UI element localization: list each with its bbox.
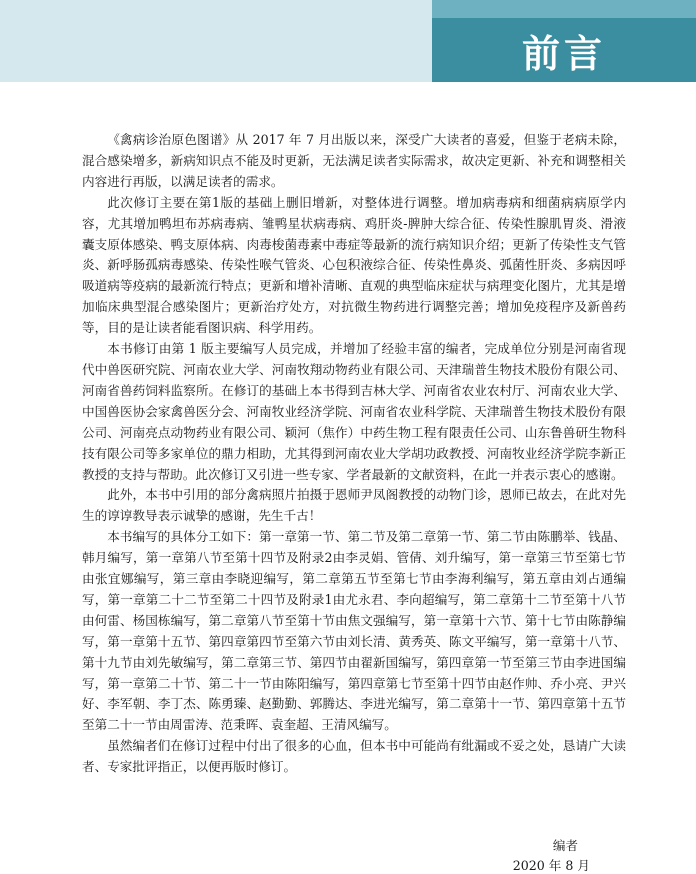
paragraph: 此次修订主要在第1版的基础上删旧增新，对整体进行调整。增加病毒病和细菌病病原学内容，尤其增加鸭坦布苏病毒病、雏鸭星状病毒病、鸡肝炎-脾肿大综合征、传染性腺肌胃炎、滑液囊支原体感染、鸭支原体病、肉毒梭菌毒素中毒症等最新的流行病知识介绍；更新了传染性支气管炎、新呼肠孤病毒感染、传染性喉气管炎、心包积液综合征、传染性鼻炎、弧菌性肝炎、多病因呼吸道病等疫病的最新流行特点；更新和增补清晰、直观的典型临床症状与病理变化图片，尤其是增加临床典型混合感染图片；更新治疗处方，对抗微生物药进行调整完善；增加免疫程序及新兽药等，目的是让读者能看图识病、科学用药。 — [82, 194, 626, 336]
page-title: 前言 — [521, 30, 606, 76]
signature-date: 2020 年 8 月 — [512, 858, 590, 873]
paragraph: 虽然编者们在修订过程中付出了很多的心血，但本书中可能尚有纰漏或不妥之处，恳请广大读者、专家批评指正，以便再版时修订。 — [82, 738, 626, 775]
paragraph: 《禽病诊治原色图谱》从 2017 年 7 月出版以来，深受广大读者的喜爱，但鉴于老病未除，混合感染增多，新病知识点不能及时更新，无法满足读者实际需求，故决定更新、补充和调整相关内容进行再版，以满足读者的需求。 — [82, 132, 626, 189]
signature-editor: 编者 — [552, 838, 578, 853]
paragraph: 本书编写的具体分工如下：第一章第一节、第二节及第二章第一节、第二节由陈鹏举、钱晶、韩月编写，第一章第八节至第十四节及附录2由李灵娟、管倩、刘升编写，第一章第三节至第七节由张宜娜编写，第三章由李晓迎编写，第二章第五节至第七节由李海利编写，第五章由刘占通编写，第一章第二十二节至第二十四节及附录1由尤永君、李向超编写，第二章第十二节至第十八节由何雷、杨国栋编写，第二章第八节至第十节由焦文强编写，第一章第十六节、第十七节由陈静编写，第一章第十五节、第四章第四节至第六节由刘长清、黄秀英、陈文平编写，第一章第十八节、第十九节由刘先敏编写，第二章第三节、第四节由翟新国编写，第四章第一节至第三节由李进国编写，第一章第二十节、第二十一节由陈阳编写，第四章第七节至第十四节由赵作帅、乔小亮、尹兴好、李军朝、李丁杰、陈勇臻、赵勤勤、郭腾达、李进光编写，第二章第十一节、第四章第十五节至第二十一节由周雷涛、范秉晖、袁奎超、王清风编写。 — [82, 529, 626, 733]
paragraph: 此外，本书中引用的部分禽病照片拍摄于恩师尹凤阁教授的动物门诊，恩师已故去，在此对先生的谆谆教导表示诚挚的感谢，先生千古！ — [82, 487, 626, 524]
preface-body — [82, 130, 626, 778]
header-band-left — [0, 0, 432, 82]
header-band-stripe — [432, 0, 696, 18]
paragraph: 本书修订由第 1 版主要编写人员完成，并增加了经验丰富的编者，完成单位分别是河南省现代中兽医研究院、河南农业大学、河南牧翔动物药业有限公司、天津瑞普生物技术股份有限公司、河南省兽药饲料监察所。在修订的基础上本书得到吉林大学、河南省农业农村厅、河南农业大学、中国兽医协会家禽兽医分会、河南牧业经济学院、河南省农业科学院、天津瑞普生物技术股份有限公司、河南亮点动物药业有限公司、颖河（焦作）中药生物工程有限责任公司、山东鲁兽研生物科技有限公司等多家单位的鼎力相助，尤其得到河南农业大学胡功政教授、河南牧业经济学院李新正教授的支持与帮助。此次修订又引进一些专家、学者最新的文献资料，在此一并表示衷心的感谢。 — [82, 341, 626, 482]
